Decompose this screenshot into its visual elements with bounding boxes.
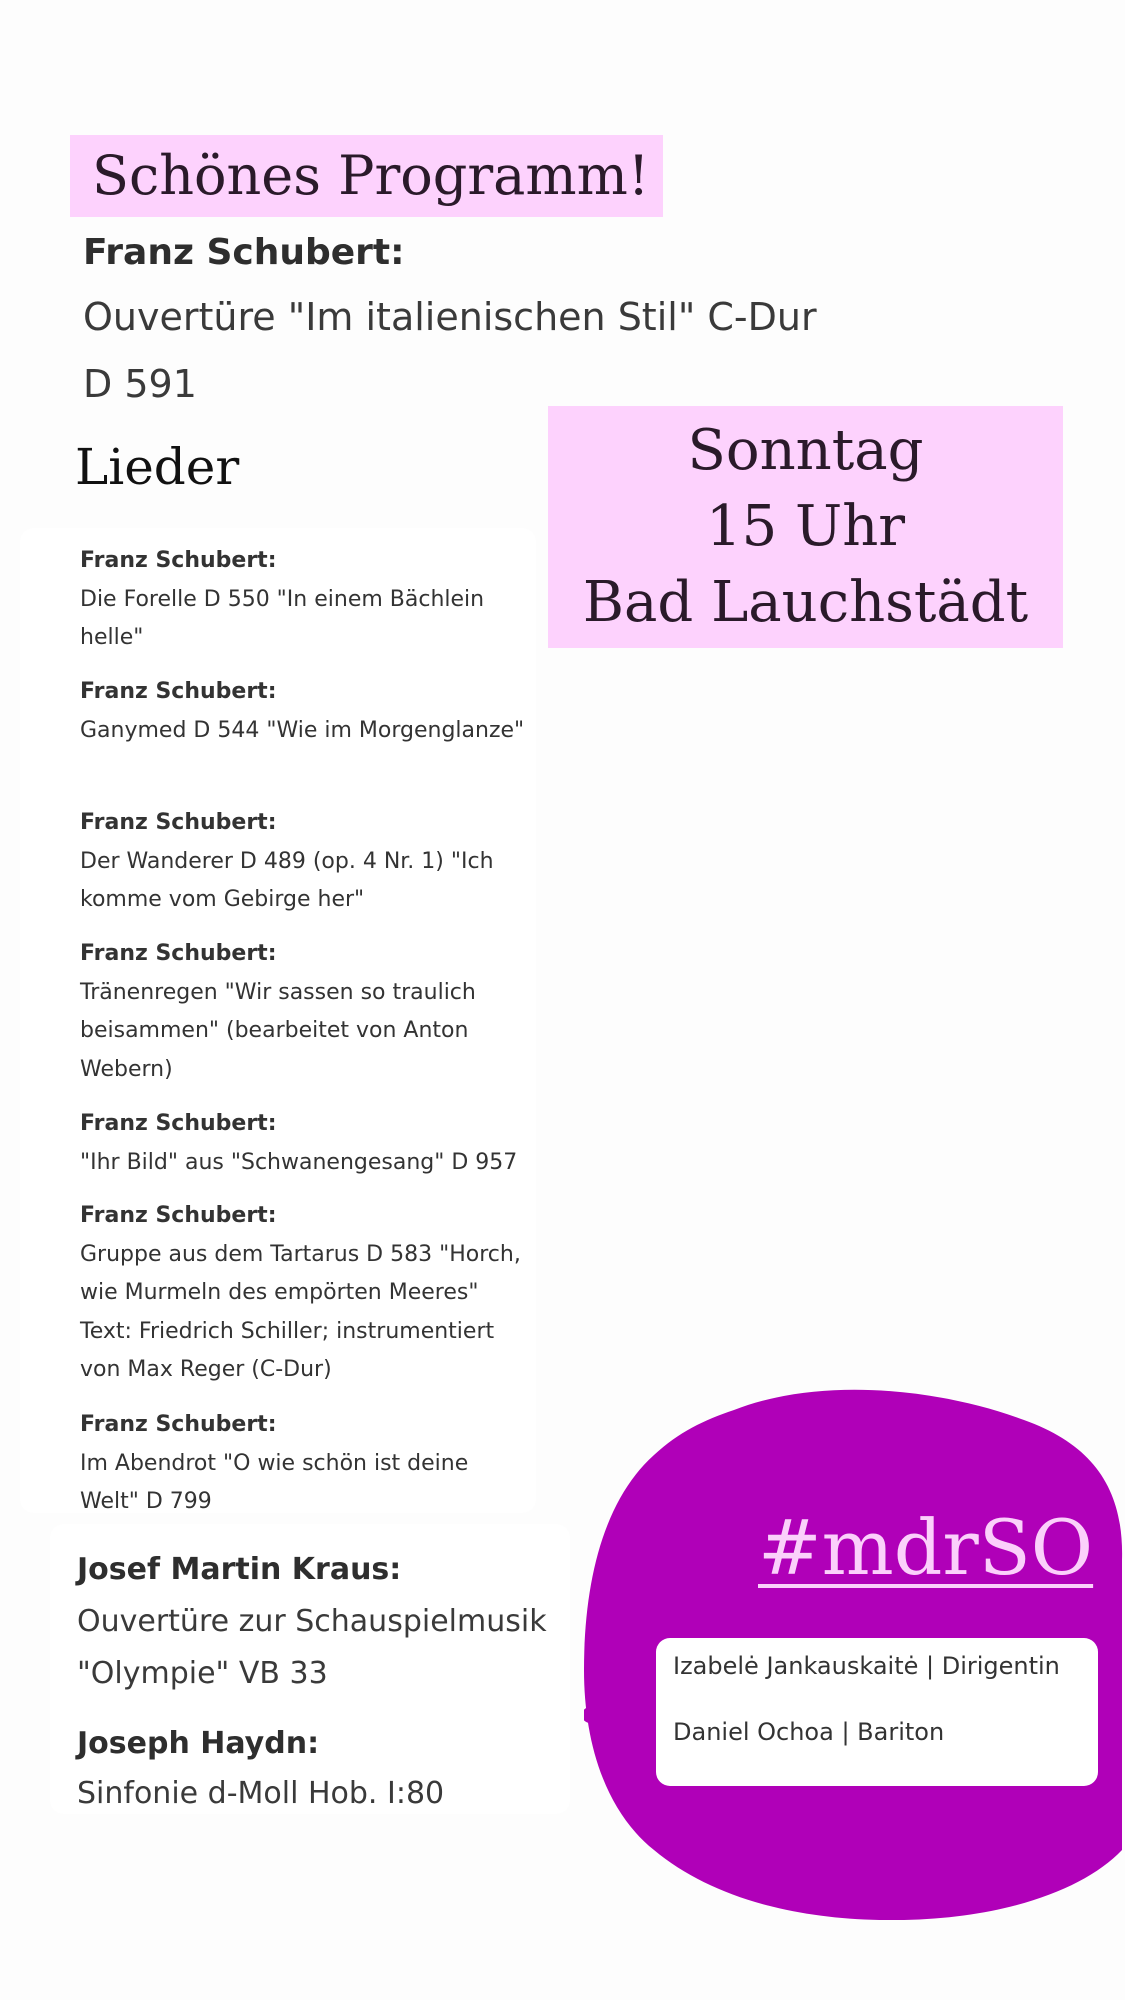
work-title: Ouvertüre zur Schauspielmusik xyxy=(77,1604,547,1639)
work-composer: Josef Martin Kraus: xyxy=(77,1552,402,1587)
opening-work-catalog: D 591 xyxy=(83,362,197,406)
song-composer: Franz Schubert: xyxy=(80,941,277,966)
list-item xyxy=(80,1197,530,1390)
song-composer: Franz Schubert: xyxy=(80,1111,277,1136)
opening-work-title: Ouvertüre "Im italienischen Stil" C-Dur xyxy=(83,295,817,339)
headline-text: Schönes Programm! xyxy=(92,144,650,207)
headline-banner xyxy=(70,135,663,217)
song-title: Im Abendrot "O wie schön ist deine Welt" D 799 xyxy=(80,1450,469,1514)
hashtag-link[interactable]: #mdrSO xyxy=(758,1503,1094,1592)
song-composer: Franz Schubert: xyxy=(80,1412,277,1437)
event-info-box xyxy=(548,406,1063,648)
list-item xyxy=(80,935,530,1089)
song-title: Gruppe aus dem Tartarus D 583 "Horch, wie Murmeln des empörten Meeres" Text: Friedrich Schiller; instrumentiert von Max Reger (C-Dur) xyxy=(80,1241,521,1382)
list-item xyxy=(80,1406,530,1522)
list-item xyxy=(80,673,530,750)
list-item xyxy=(80,542,530,658)
song-title: Tränenregen "Wir sassen so traulich beisammen" (bearbeitet von Anton Webern) xyxy=(80,979,476,1082)
cast-soloist: Daniel Ochoa | Bariton xyxy=(673,1718,945,1746)
event-day: Sonntag xyxy=(687,418,924,483)
lieder-heading: Lieder xyxy=(75,438,240,496)
song-composer: Franz Schubert: xyxy=(80,810,277,835)
work-catalog: "Olympie" VB 33 xyxy=(77,1656,328,1691)
closing-works xyxy=(50,1524,570,1814)
song-title: Der Wanderer D 489 (op. 4 Nr. 1) "Ich komme vom Gebirge her" xyxy=(80,848,494,912)
lieder-list xyxy=(20,528,536,1513)
event-time: 15 Uhr xyxy=(705,494,906,559)
list-item xyxy=(80,804,530,920)
song-title: Die Forelle D 550 "In einem Bächlein helle" xyxy=(80,586,485,650)
song-title: "Ihr Bild" aus "Schwanengesang" D 957 xyxy=(80,1149,518,1175)
cast-box xyxy=(656,1638,1098,1786)
song-title: Ganymed D 544 "Wie im Morgenglanze" xyxy=(80,717,525,743)
work-composer: Joseph Haydn: xyxy=(77,1726,320,1761)
song-composer: Franz Schubert: xyxy=(80,548,277,573)
cast-conductor: Izabelė Jankauskaitė | Dirigentin xyxy=(673,1652,1060,1680)
opening-work-composer: Franz Schubert: xyxy=(83,232,405,273)
work-title: Sinfonie d-Moll Hob. I:80 xyxy=(77,1776,445,1811)
song-composer: Franz Schubert: xyxy=(80,1203,277,1228)
event-place: Bad Lauchstädt xyxy=(582,570,1029,635)
song-composer: Franz Schubert: xyxy=(80,679,277,704)
list-item xyxy=(80,1105,530,1182)
